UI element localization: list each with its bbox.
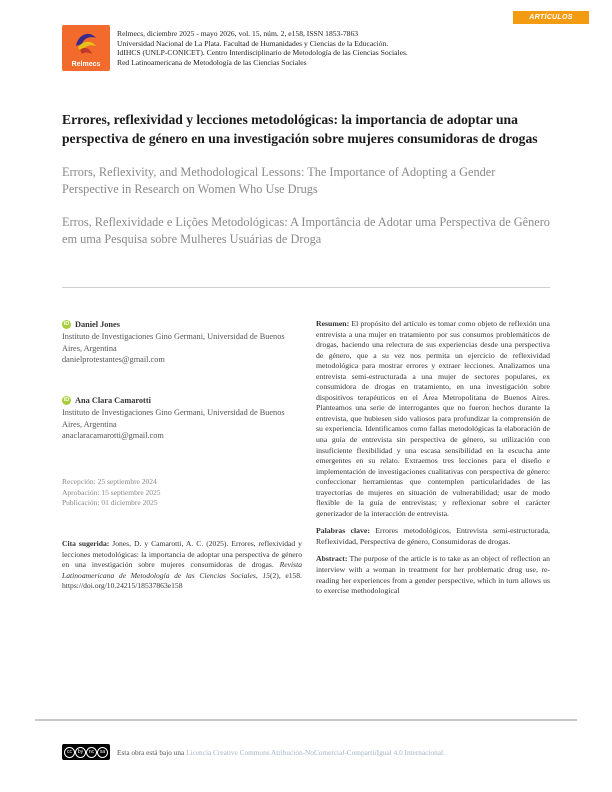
author-block xyxy=(62,395,302,442)
citation-label: Cita sugerida: xyxy=(62,539,110,548)
published-date: Publicación: 01 diciembre 2025 xyxy=(62,498,158,508)
orcid-icon[interactable]: iD xyxy=(63,397,70,404)
citation-text: Jones, D. y Camarotti, A. C. (2025). Errores, reflexividad y lecciones metodológicas: la importancia de adoptar una perspectiva de género en una investigación sobre mujeres consumidoras de drogas. xyxy=(62,539,302,570)
title-divider xyxy=(62,287,550,288)
author-name: Ana Clara Camarotti xyxy=(75,396,151,405)
publication-dates xyxy=(62,477,161,509)
journal-logo xyxy=(62,25,110,71)
author-email[interactable]: danielprotestantes@gmail.com xyxy=(62,355,165,365)
keywords-text: Errores metodológicos, Entrevista semi-estructurada, Reflexividad, Perspectiva de género, Consumidoras de drogas. xyxy=(316,526,550,546)
journal-info-line: Red Latinoamericana de Metodología de las Ciencias Sociales xyxy=(117,57,307,67)
author-email[interactable]: anaclaracamarotti@gmail.com xyxy=(62,431,164,441)
by-icon: by xyxy=(75,747,86,758)
title-english: Errors, Reflexivity, and Methodological Lessons: The Importance of Adopting a Gender Perspective in Research on Women Who Use Drugs xyxy=(62,165,496,196)
journal-info-line: Universidad Nacional de La Plata. Facultad de Humanidades y Ciencias de la Educación. xyxy=(117,38,389,48)
cc-license-badge[interactable] xyxy=(62,744,110,760)
journal-info-line: IdIHCS (UNLP-CONICET). Centro Interdisciplinario de Metodología de las Ciencias Sociales. xyxy=(117,48,408,58)
suggested-citation xyxy=(62,539,302,592)
sa-icon: sa xyxy=(97,747,108,758)
received-date: Recepción: 25 septiembre 2024 xyxy=(62,477,157,486)
keywords-spanish xyxy=(316,526,550,547)
license-link[interactable]: Licencia Creative Commons Atribución-NoComercial-CompartirIgual 4.0 Internacional. xyxy=(186,748,445,757)
license-notice xyxy=(117,748,445,757)
logo-label: Relmecs xyxy=(71,61,101,68)
title-portuguese: Erros, Reflexividade e Lições Metodológicas: A Importância de Adotar uma Perspectiva de Gênero em uma Pesquisa sobre Mulheres Usuárias de Droga xyxy=(62,215,550,246)
abstract-spanish xyxy=(316,319,550,519)
author-affiliation: Instituto de Investigaciones Gino Germani, Universidad de Buenos Aires, Argentina xyxy=(62,331,285,353)
logo-emblem-icon xyxy=(72,28,100,56)
section-badge: ARTÍCULOS xyxy=(513,11,589,24)
abstract-text: El propósito del artículo es tomar como objeto de reflexión una entrevista a una mujer en tratamiento por sus consumos problemáticos de drogas, haciendo una relectura de sus experiencias desde una perspectiva de género, que a su vez nos permita un ejercicio de reflexividad metodológica para mostrar errores y extraer lecciones. Analizamos una entrevista semi-estructurada a una mujer de sectores populares, ex consumidora de drogas en tratamiento, en una investigación sobre dispositivos terapéuticos en el Área Metropolitana de Buenos Aires. Planteamos una serie de interrogantes que no fueron hechos durante la entrevista, que hubiesen sido valiosos para profundizar la comprensión de su experiencia. Identificamos como fallas metodológicas la elaboración de una guía de entrevista sin perspectiva de género, su utilización con insuficiente flexibilidad y una escasa sensibilidad en la escucha ante emergentes en su relato. Extraemos tres lecciones para el diseño e implementación de investigaciones cualitativas con perspectiva de género: confeccionar herramientas que contemplen particularidades de las trayectorias de mujeres en situación de vulnerabilidad; usar de modo flexible de la guía de entrevistas; y reflexionar sobre el carácter generizador de la interacción de entrevista. xyxy=(316,319,550,518)
journal-info-line: Relmecs, diciembre 2025 - mayo 2026, vol. 15, núm. 2, e158, ISSN 1853-7863 xyxy=(117,29,359,38)
citation-doi[interactable]: (2), e158. https://doi.org/10.24215/18537863e158 xyxy=(62,570,302,591)
abstract-en-label: Abstract: xyxy=(316,554,348,564)
nc-icon: nc xyxy=(86,747,97,758)
author-affiliation: Instituto de Investigaciones Gino Germani, Universidad de Buenos Aires, Argentina xyxy=(62,407,285,429)
footer-divider xyxy=(35,719,577,721)
title-spanish: Errores, reflexividad y lecciones metodológicas: la importancia de adoptar una perspectiva de género en una investigación sobre mujeres consumidoras de drogas xyxy=(62,112,538,146)
citation-journal: Revista Latinoamericana de Metodología de las Ciencias Sociales, 15 xyxy=(62,560,302,580)
keywords-label: Palabras clave: xyxy=(316,526,370,536)
orcid-icon[interactable]: iD xyxy=(63,321,70,328)
abstract-english xyxy=(316,554,550,596)
author-block xyxy=(62,319,302,366)
approved-date: Aprobación: 15 septiembre 2025 xyxy=(62,487,161,497)
author-name: Daniel Jones xyxy=(75,320,120,329)
license-prefix: Esta obra está bajo una xyxy=(117,748,187,757)
abstract-en-text: The purpose of the article is to take as an object of reflection an interview with a woman in treatment for her problematic drug use, re-reading her experiences from a gender perspective, which in turn allows us to exercise methodological xyxy=(316,554,550,596)
cc-icon: cc xyxy=(64,747,75,758)
abstract-column xyxy=(316,319,550,604)
journal-info xyxy=(117,29,408,67)
abstract-label: Resumen: xyxy=(316,319,350,328)
